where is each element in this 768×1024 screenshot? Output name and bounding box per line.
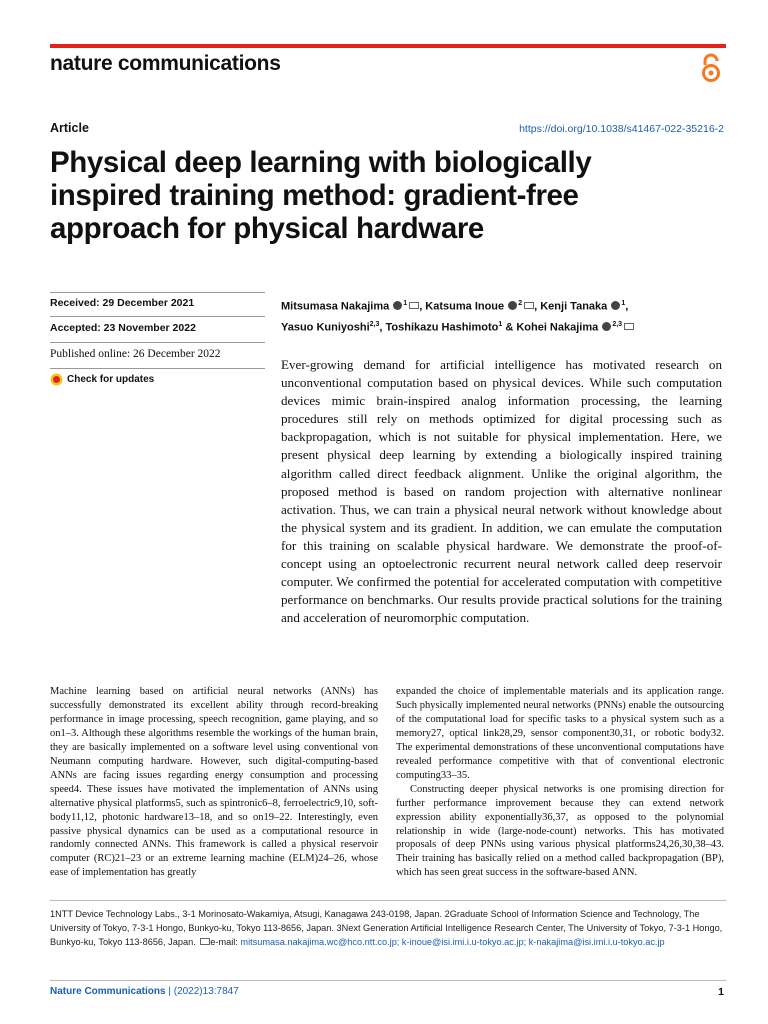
body-paragraph: expanded the choice of implementable materials and its application range. Such physically implemented neural networks (PNNs) enable the outsourcing of the computational load for specific tasks to a physical system such as a memory27, optical link28,29, sensor component30,31, or robotic body32. The experimental demonstrations of these unconventional computations have revealed performance competitive with that of conventional electronic computing33–35. (396, 686, 724, 781)
author-list (281, 295, 721, 336)
affiliation-text: 1NTT Device Technology Labs., 3-1 Morinosato-Wakamiya, Atsugi, Kanagawa 243-0198, Japan. 2Graduate School of Information Science and Technology, The University of Tokyo, 7-3-1 Hongo, Bunkyo-ku, Tokyo 113-8656, Japan. 3Next Generation Artificial Intelligence Research Center, The University of Tokyo, 7-3-1 Hongo, Bunkyo-ku, Tokyo 113-8656, Japan. (50, 909, 723, 947)
meta-divider (50, 292, 265, 293)
envelope-icon[interactable] (624, 323, 634, 330)
meta-divider (50, 316, 265, 317)
envelope-icon[interactable] (409, 302, 419, 309)
body-column-right (396, 685, 724, 880)
check-for-updates-icon (50, 373, 63, 386)
affiliation-sup: 2,3 (612, 320, 623, 328)
author-name[interactable]: , Kenji Tanaka (534, 300, 608, 313)
orcid-icon[interactable] (602, 322, 611, 331)
abstract: Ever-growing demand for artificial intelligence has motivated research on unconventional computation based on physical devices. While such computation devices mimic brain-inspired analog information processing, the learning procedures still rely on methods optimized for digital processing such as backpropagation, which is not suitable for physical implementation. Here, we present physical deep learning by extending a biologically inspired training algorithm called direct feedback alignment. Unlike the original algorithm, the proposed method is based on random projection with alternative nonlinear activation. Thus, we can train a physical neural network without knowledge about the physical system and its gradient. In addition, we can emulate the computation for this training on scalable physical hardware. We demonstrate the proof-of-concept using an optoelectronic recurrent neural network called deep reservoir computer. We confirmed the potential for accelerated computation with competitive performance on benchmarks. Our results provide practical solutions for the training and acceleration of neuromorphic computation. (281, 357, 722, 626)
meta-divider (50, 342, 265, 343)
article-title: Physical deep learning with biologically inspired training method: gradient-free approach for physical hardware (50, 146, 592, 245)
affiliation-sup: 1 (403, 300, 408, 307)
body-paragraph: Machine learning based on artificial neural networks (ANNs) has successfully demonstrated its excellent ability through record-breaking performance in image processing, speech recognition, game playing, and so on1–3. Although these algorithms resemble the workings of the human brain, they are basically implemented on a software level using conventional von Neumann computing hardware. However, such digital-computing-based ANNs are facing issues regarding energy consumption and processing speed4. These issues have motivated the implementation of ANNs using alternative physical platforms5, such as spintronic6–8, ferroelectric9,10, soft-body11,12, photonic hardware13–18, and so on19–22. Interestingly, even passive physical dynamics can be used as a computational resource in randomly connected ANNs. This framework is called a physical reservoir computer (RC)21–23 or an extreme learning machine (ELM)24–26, whose ease of implementation has greatly (50, 686, 378, 879)
footer-divider (50, 980, 726, 981)
affiliation-sup: 2,3 (369, 320, 380, 328)
doi-link[interactable]: https://doi.org/10.1038/s41467-022-35216-2 (519, 123, 724, 135)
article-type: Article (50, 121, 89, 135)
envelope-icon (200, 938, 210, 945)
orcid-icon[interactable] (508, 301, 517, 310)
journal-name[interactable]: nature communications (50, 52, 281, 75)
footer-volume: | (2022)13:7847 (165, 986, 239, 997)
affiliation-sup: 2 (518, 300, 523, 307)
author-name[interactable]: Mitsumasa Nakajima (281, 300, 390, 313)
affiliation-sup: 1 (498, 320, 503, 328)
footer-citation (50, 986, 239, 997)
check-for-updates-button[interactable] (50, 373, 154, 386)
header-rule (50, 44, 726, 48)
author-name[interactable]: & Kohei Nakajima (502, 321, 599, 334)
orcid-icon[interactable] (611, 301, 620, 310)
accepted-date: Accepted: 23 November 2022 (50, 322, 196, 334)
received-date: Received: 29 December 2021 (50, 297, 195, 309)
body-column-left (50, 685, 378, 880)
body-paragraph: Constructing deeper physical networks is one promising direction for further performance improvement because they can extend network expression ability exponentially36,37, as opposed to the polynomial relationship in wide (large-node-count) networks. This has motivated proposals of deep PNNs using various physical platforms24,26,30,38–43. Their training has basically relied on a method called backpropagation (BP), which has seen great success in the software-based ANN. (396, 783, 724, 879)
open-access-icon[interactable] (700, 52, 722, 84)
email-links[interactable]: mitsumasa.nakajima.wc@hco.ntt.co.jp; k-inoue@isi.imi.i.u-tokyo.ac.jp; k-nakajima@isi.imi.i.u-tokyo.ac.jp (240, 936, 665, 947)
affiliations-footnote (50, 908, 726, 950)
footer-journal[interactable]: Nature Communications (50, 986, 166, 997)
meta-divider (50, 368, 265, 369)
published-date: Published online: 26 December 2022 (50, 348, 221, 360)
envelope-icon[interactable] (524, 302, 534, 309)
orcid-icon[interactable] (393, 301, 402, 310)
author-name[interactable]: , Toshikazu Hashimoto (379, 321, 499, 334)
email-label: e-mail: (210, 936, 241, 947)
author-name[interactable]: Yasuo Kuniyoshi (281, 321, 370, 334)
affiliation-sup: 1 (621, 300, 626, 307)
author-name[interactable]: , Katsuma Inoue (419, 300, 505, 313)
footnote-divider (50, 900, 726, 901)
page-number: 1 (718, 986, 724, 998)
author-separator: , (625, 300, 629, 313)
check-for-updates-label: Check for updates (67, 374, 155, 385)
